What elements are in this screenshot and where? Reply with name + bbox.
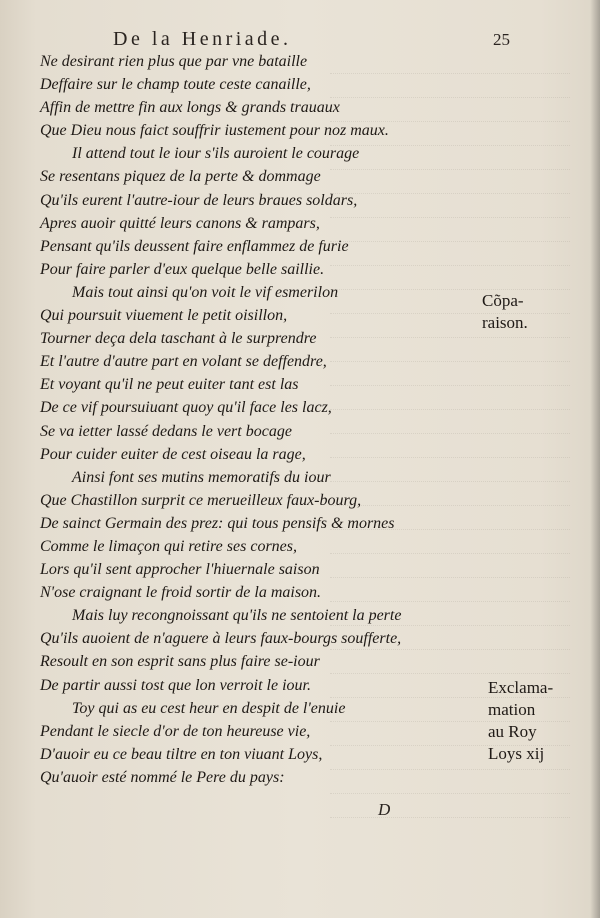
page-number: 25 (493, 30, 510, 49)
verse-line: Mais tout ainsi qu'on voit le vif esmerilon (72, 283, 339, 301)
verse-line: Pendant le siecle d'or de ton heureuse vie, (40, 722, 311, 740)
verse-line: Et l'autre d'autre part en volant se deffendre, (40, 353, 327, 371)
verse-line: De ce vif poursuiuant quoy qu'il face les lacz, (40, 399, 332, 417)
verse-line: Se resentans piquez de la perte & dommage (40, 168, 321, 186)
verse-line: Resoult en son esprit sans plus faire se-iour (40, 653, 320, 671)
signature-mark: D (378, 800, 391, 819)
verse-line: Qu'auoir esté nommé le Pere du pays: (40, 768, 285, 786)
verse-line: Pour cuider euiter de cest oiseau la rage, (40, 445, 306, 463)
margin-note-line: au Roy (488, 722, 537, 741)
verse-line: De partir aussi tost que lon verroit le iour. (40, 676, 311, 694)
verse-line: Que Chastillon surprit ce merueilleux faux-bourg, (40, 491, 362, 509)
margin-note-line: Cõpa- (482, 291, 524, 310)
margin-note-line: mation (488, 700, 536, 719)
page-header (113, 28, 510, 52)
poem-text (40, 50, 480, 789)
verse-line: Apres auoir quitté leurs canons & rampars, (40, 214, 320, 232)
verse-line: Pour faire parler d'eux quelque belle saillie. (40, 260, 325, 278)
verse-line: Ne desirant rien plus que par vne bataille (40, 53, 308, 70)
running-title: De la Henriade. (113, 28, 292, 50)
verse-line: Que Dieu nous faict souffrir iustement pour noz maux. (40, 122, 389, 140)
verse-line: De sainct Germain des prez: qui tous pensifs & mornes (40, 514, 395, 532)
margin-note-line: Exclama- (488, 678, 554, 697)
margin-note-exclamation (488, 677, 588, 765)
verse-line: Qu'ils eurent l'autre-iour de leurs braues soldars, (40, 191, 358, 209)
verse-line: Qu'ils auoient de n'aguere à leurs faux-bourgs soufferte, (40, 630, 402, 648)
verse-line: Se va ietter lassé dedans le vert bocage (40, 422, 292, 440)
margin-note-line: raison. (482, 313, 528, 332)
verse-line: Ainsi font ses mutins memoratifs du iour (72, 468, 331, 486)
verse-line: Mais luy recongnoissant qu'ils ne sentoient la perte (72, 607, 402, 625)
verse-line: Deffaire sur le champ toute ceste canaille, (40, 76, 311, 94)
verse-line: Comme le limaçon qui retire ses cornes, (40, 537, 297, 555)
margin-note-line: Loys xij (488, 744, 545, 763)
verse-line: Tourner deça dela taschant à le surprendre (40, 330, 317, 348)
margin-note-comparaison (482, 290, 572, 334)
verse-line: Qui poursuit viuement le petit oisillon, (40, 307, 288, 325)
verse-line: Lors qu'il sent approcher l'hiuernale saison (40, 561, 320, 579)
verse-line: Pensant qu'ils deussent faire enflammez de furie (40, 237, 349, 255)
verse-line: Affin de mettre fin aux longs & grands trauaux (40, 99, 340, 117)
verse-line: Et voyant qu'il ne peut euiter tant est las (40, 376, 299, 394)
verse-line: D'auoir eu ce beau tiltre en ton viuant Loys, (40, 745, 323, 763)
verse-line: N'ose craignant le froid sortir de la maison. (40, 584, 322, 602)
verse-line: Toy qui as eu cest heur en despit de l'enuie (72, 699, 346, 717)
verse-line: Il attend tout le iour s'ils auroient le courage (72, 145, 360, 163)
